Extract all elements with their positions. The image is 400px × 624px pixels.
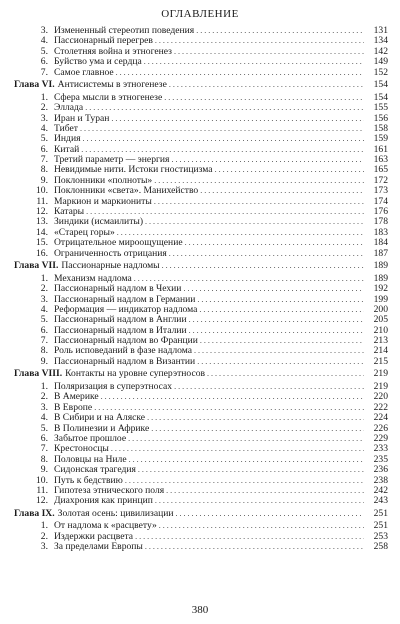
entry-number: 3.: [40, 541, 48, 553]
entry-number: 3.: [40, 293, 48, 305]
entry-number: 10.: [36, 474, 48, 486]
entry-page-number: 156: [373, 112, 388, 124]
entry-number: 1.: [40, 520, 48, 532]
entry-title: В Европе: [54, 401, 93, 413]
entry-number: 2.: [40, 102, 48, 114]
entry-title: Диахрония как принцип: [54, 495, 153, 507]
entry-page-number: 220: [373, 391, 388, 403]
entry-page-number: 199: [373, 293, 388, 305]
running-head: ОГЛАВЛЕНИЕ: [161, 8, 239, 20]
entry-page-number: 251: [373, 507, 388, 519]
dot-leader: [159, 521, 364, 531]
entry-title: Издержки расцвета: [54, 530, 134, 542]
dot-leader: [145, 542, 364, 552]
entry-title: Пассионарный надлом в Чехии: [54, 283, 182, 295]
entry-number: 5.: [40, 133, 48, 145]
entry-page-number: 187: [373, 247, 388, 259]
entry-page-number: 235: [373, 453, 388, 465]
entry-page-number: 233: [373, 443, 388, 455]
entry-page-number: 134: [373, 35, 388, 47]
entry-page-number: 224: [373, 412, 388, 424]
dot-leader: [101, 392, 364, 402]
toc-entry: [14, 57, 388, 67]
dot-leader: [111, 114, 364, 124]
dot-leader: [116, 68, 364, 78]
dot-leader: [194, 346, 364, 356]
entry-page-number: 214: [373, 345, 388, 357]
dot-leader: [147, 413, 364, 423]
dot-leader: [166, 486, 364, 496]
entry-title: Пассионарный перегрев: [54, 35, 153, 47]
dot-leader: [154, 197, 364, 207]
entry-page-number: 165: [373, 164, 388, 176]
entry-page-number: 226: [373, 422, 388, 434]
toc-chapter-heading: [14, 369, 388, 379]
entry-number: 6.: [40, 143, 48, 155]
entry-number: 9.: [40, 464, 48, 476]
entry-page-number: 189: [373, 260, 388, 272]
entry-number: 5.: [40, 45, 48, 57]
dot-leader: [129, 455, 364, 465]
entry-number: 6.: [40, 432, 48, 444]
entry-page-number: 210: [373, 324, 388, 336]
dot-leader: [189, 315, 364, 325]
dot-leader: [196, 26, 364, 36]
entry-number: 3.: [40, 401, 48, 413]
toc-entry: [14, 357, 388, 367]
entry-number: 6.: [40, 56, 48, 68]
entry-number: 16.: [36, 247, 48, 259]
entry-page-number: 219: [373, 381, 388, 393]
entry-number: 7.: [40, 335, 48, 347]
chapter-label: Глава IX.: [14, 507, 55, 519]
entry-title: Самое главное: [54, 66, 114, 78]
entry-page-number: 142: [373, 45, 388, 57]
dot-leader: [162, 261, 364, 271]
entry-title: Буйство ума и сердца: [54, 56, 142, 68]
entry-page-number: 159: [373, 133, 388, 145]
entry-number: 5.: [40, 314, 48, 326]
entry-number: 15.: [36, 237, 48, 249]
entry-page-number: 253: [373, 530, 388, 542]
chapter-title: Пассионарные надломы: [61, 260, 160, 272]
entry-title: Поклонники «полноты»: [54, 174, 153, 186]
entry-title: В Полинезии и Африке: [54, 422, 150, 434]
entry-page-number: 152: [373, 66, 388, 78]
entry-page-number: 236: [373, 464, 388, 476]
dot-leader: [164, 93, 364, 103]
entry-number: 1.: [40, 91, 48, 103]
entry-page-number: 192: [373, 283, 388, 295]
entry-title: Забытое прошлое: [54, 432, 127, 444]
entry-title: Сфера мысли в этногенезе: [54, 91, 163, 103]
entry-title: Пассионарный надлом в Византии: [54, 355, 196, 367]
dot-leader: [207, 369, 364, 379]
toc-entry: [14, 103, 388, 113]
dot-leader: [155, 496, 364, 506]
entry-title: Половцы на Ниле: [54, 453, 127, 465]
entry-page-number: 222: [373, 401, 388, 413]
dot-leader: [197, 295, 364, 305]
dot-leader: [144, 57, 364, 67]
entry-title: Путь к бедствию: [54, 474, 123, 486]
dot-leader: [151, 424, 364, 434]
entry-page-number: 158: [373, 122, 388, 134]
entry-page-number: 154: [373, 91, 388, 103]
entry-number: 9.: [40, 355, 48, 367]
entry-title: От надлома к «расцвету»: [54, 520, 157, 532]
entry-title: Механизм надлома: [54, 272, 132, 284]
toc-entry: [14, 496, 388, 506]
entry-number: 2.: [40, 283, 48, 295]
dot-leader: [155, 36, 364, 46]
entry-title: Иран и Туран: [54, 112, 110, 124]
toc-entry: [14, 465, 388, 475]
entry-title: Измененный стереотип поведения: [54, 25, 195, 36]
chapter-label: Глава VIII.: [14, 368, 63, 380]
entry-page-number: 205: [373, 314, 388, 326]
dot-leader: [189, 326, 364, 336]
entry-title: Третий параметр — энергия: [54, 154, 170, 166]
entry-number: 4.: [40, 303, 48, 315]
entry-page-number: 131: [373, 25, 388, 36]
entry-number: 8.: [40, 453, 48, 465]
entry-number: 12.: [36, 206, 48, 218]
entry-number: 7.: [40, 154, 48, 166]
entry-page-number: 200: [373, 303, 388, 315]
dot-leader: [174, 382, 364, 392]
dot-leader: [200, 336, 364, 346]
entry-page-number: 215: [373, 355, 388, 367]
entry-page-number: 174: [373, 195, 388, 207]
entry-number: 11.: [36, 484, 48, 496]
entry-number: 10.: [36, 185, 48, 197]
dot-leader: [145, 217, 364, 227]
dot-leader: [135, 532, 364, 542]
entry-title: Маркион и маркиониты: [54, 195, 152, 207]
entry-title: Поклонники «света». Манихейство: [54, 185, 199, 197]
entry-page-number: 238: [373, 474, 388, 486]
entry-number: 14.: [36, 226, 48, 238]
dot-leader: [200, 186, 364, 196]
entry-number: 4.: [40, 35, 48, 47]
entry-page-number: 178: [373, 216, 388, 228]
entry-title: Роль исповеданий в фазе надлома: [54, 345, 192, 357]
entry-page-number: 219: [373, 368, 388, 380]
entry-page-number: 251: [373, 520, 388, 532]
entry-title: Ограниченность отрицания: [54, 247, 167, 259]
entry-title: Пассионарный надлом в Италии: [54, 324, 187, 336]
entry-title: «Старец горы»: [54, 226, 115, 238]
table-of-contents: [14, 26, 388, 553]
entry-title: Поляризация в суперэтносах: [54, 381, 173, 393]
entry-number: 8.: [40, 345, 48, 357]
chapter-title: Золотая осень: цивилизации: [57, 507, 174, 519]
entry-title: Китай: [54, 143, 80, 155]
entry-number: 6.: [40, 324, 48, 336]
entry-number: 13.: [36, 216, 48, 228]
entry-number: 11.: [36, 195, 48, 207]
entry-title: В Сибири и на Аляске: [54, 412, 146, 424]
entry-page-number: 184: [373, 237, 388, 249]
toc-entry: [14, 284, 388, 294]
entry-title: Невидимые нити. Истоки гностицизма: [54, 164, 213, 176]
entry-page-number: 173: [373, 185, 388, 197]
entry-title: Эллада: [54, 102, 84, 114]
entry-page-number: 155: [373, 102, 388, 114]
entry-title: Сидонская трагедия: [54, 464, 136, 476]
entry-number: 3.: [40, 112, 48, 124]
entry-page-number: 149: [373, 56, 388, 68]
dot-leader: [199, 305, 364, 315]
dot-leader: [185, 238, 364, 248]
entry-title: Индия: [54, 133, 81, 145]
entry-title: В Америке: [54, 391, 99, 403]
dot-leader: [80, 124, 364, 134]
entry-page-number: 213: [373, 335, 388, 347]
entry-title: Крестоносцы: [54, 443, 109, 455]
entry-number: 1.: [40, 272, 48, 284]
dot-leader: [183, 284, 364, 294]
entry-number: 2.: [40, 391, 48, 403]
entry-number: 5.: [40, 422, 48, 434]
entry-page-number: 154: [373, 79, 388, 91]
dot-leader: [197, 357, 364, 367]
entry-page-number: 243: [373, 495, 388, 507]
toc-chapter-heading: [14, 80, 388, 90]
dot-leader: [111, 444, 364, 454]
toc-entry: [14, 68, 388, 78]
dot-leader: [138, 465, 364, 475]
entry-title: Пассионарный надлом во Франции: [54, 335, 198, 347]
entry-number: 9.: [40, 174, 48, 186]
entry-number: 12.: [36, 495, 48, 507]
entry-number: 7.: [40, 443, 48, 455]
toc-chapter-heading: [14, 509, 388, 519]
entry-page-number: 242: [373, 484, 388, 496]
entry-number: 8.: [40, 164, 48, 176]
entry-title: За пределами Европы: [54, 541, 143, 553]
dot-leader: [215, 165, 364, 175]
chapter-title: Контакты на уровне суперэтносов: [65, 368, 206, 380]
entry-title: Реформация — индикатор надлома: [54, 303, 198, 315]
dot-leader: [169, 249, 364, 259]
entry-title: Пассионарный надлом в Германии: [54, 293, 196, 305]
toc-entry: [14, 249, 388, 259]
dot-leader: [85, 103, 364, 113]
entry-title: Катары: [54, 206, 85, 218]
entry-title: Тибет: [54, 122, 78, 134]
entry-page-number: 176: [373, 206, 388, 218]
toc-entry: [14, 542, 388, 552]
entry-title: Зиндики (исмаилиты): [54, 216, 144, 228]
entry-page-number: 258: [373, 541, 388, 553]
entry-title: Гипотеза этнического поля: [54, 484, 165, 496]
entry-title: Отрицательное мироощущение: [54, 237, 183, 249]
entry-number: 1.: [40, 381, 48, 393]
entry-title: Столетняя война и этногенез: [54, 45, 172, 57]
entry-title: Пассионарный надлом в Англии: [54, 314, 187, 326]
chapter-title: Антисистемы в этногенезе: [57, 79, 167, 91]
entry-number: 2.: [40, 530, 48, 542]
dot-leader: [176, 509, 364, 519]
entry-page-number: 183: [373, 226, 388, 238]
entry-page-number: 161: [373, 143, 388, 155]
entry-number: 7.: [40, 66, 48, 78]
entry-number: 4.: [40, 122, 48, 134]
entry-number: 3.: [40, 25, 48, 36]
dot-leader: [169, 80, 364, 90]
chapter-label: Глава VII.: [14, 260, 59, 272]
page-number: 380: [191, 604, 209, 616]
entry-number: 4.: [40, 412, 48, 424]
entry-page-number: 229: [373, 432, 388, 444]
chapter-label: Глава VI.: [14, 79, 55, 91]
dot-leader: [83, 134, 365, 144]
dot-leader: [128, 434, 364, 444]
entry-page-number: 189: [373, 272, 388, 284]
dot-leader: [174, 47, 364, 57]
entry-page-number: 172: [373, 174, 388, 186]
toc-chapter-heading: [14, 261, 388, 271]
entry-page-number: 163: [373, 154, 388, 166]
